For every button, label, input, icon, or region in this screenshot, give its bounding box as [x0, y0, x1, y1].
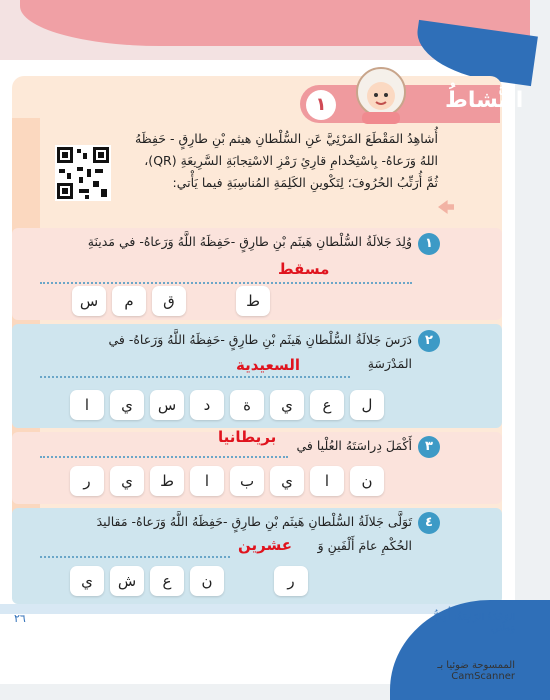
- question-line: أَكْمَلَ دِراسَتَهُ العُلْيا في: [296, 438, 412, 453]
- letter-tile[interactable]: ن: [350, 466, 384, 496]
- letter-tile[interactable]: ي: [110, 466, 144, 496]
- letter-tile[interactable]: ي: [270, 390, 304, 420]
- page-number: ٢٦: [14, 612, 26, 625]
- letter-tiles: [70, 466, 384, 496]
- letter-tiles: [72, 286, 270, 316]
- question-number: ٤: [418, 512, 440, 534]
- instruction-line: ثُمَّ أُرَتِّبُ الحُرُوفَ؛ لِتَكْوينِ الكَلِمَةِ المُناسِبَةِ فيما يَأْتي:: [172, 175, 438, 190]
- question-line: المَدْرَسَةِ: [367, 356, 412, 371]
- instruction-line: أُشاهِدُ المَقْطَعَ المَرْئِيَّ عَنِ السُّلْطانِ هيثم بْنِ طارِقٍ - حَفِظَهُ: [135, 131, 438, 146]
- letter-tile[interactable]: ة: [230, 390, 264, 420]
- question-number: ٣: [418, 436, 440, 458]
- letter-tile[interactable]: ي: [70, 566, 104, 596]
- answer-text: عشرين: [238, 536, 292, 554]
- letter-tile[interactable]: س: [72, 286, 106, 316]
- question-text: [40, 328, 412, 376]
- activity-instructions: [120, 128, 438, 194]
- letter-tile[interactable]: ش: [110, 566, 144, 596]
- letter-tile[interactable]: ي: [110, 390, 144, 420]
- qr-code-icon[interactable]: [55, 145, 111, 201]
- answer-line: [40, 376, 350, 378]
- answer-text: السعيدية: [236, 356, 301, 374]
- question-text: [290, 434, 412, 458]
- girl-avatar-icon: [350, 62, 412, 126]
- question-line: الحُكْمِ عامَ أَلْفَينِ وَ: [317, 538, 412, 553]
- scanner-watermark: الممسوحة ضوئيا بـ CamScanner: [437, 660, 515, 682]
- letter-tile[interactable]: ط: [236, 286, 270, 316]
- answer-text: بريطانيا: [218, 428, 277, 446]
- letter-tile[interactable]: ب: [230, 466, 264, 496]
- question-line: تَوَلَّى جَلالَةُ السُّلْطانِ هَيثَم بْنِ طارِقٍ -حَفِظَهُ اللَّهُ وَرَعاهُ- مَقاليدَ: [96, 514, 412, 529]
- letter-tile[interactable]: س: [150, 390, 184, 420]
- letter-tile[interactable]: ا: [190, 466, 224, 496]
- letter-tile[interactable]: م: [112, 286, 146, 316]
- activity-number-badge: ١: [306, 90, 336, 120]
- question-line: وُلِدَ جَلالَةُ السُّلْطانِ هَيثَم بْنِ طارِقٍ -حَفِظَهُ اللَّهُ وَرَعاهُ- في مَدينَةِ: [87, 234, 412, 249]
- letter-tile[interactable]: ا: [70, 390, 104, 420]
- instruction-line: اللهُ وَرَعاهُ- بِاسْتِخْدامِ قارِئِ رَمْزِ الاسْتِجابَةِ السَّرِيعَةِ (QR)،: [144, 153, 438, 168]
- letter-tile[interactable]: ط: [150, 466, 184, 496]
- letter-tile[interactable]: ر: [70, 466, 104, 496]
- letter-tile[interactable]: ق: [152, 286, 186, 316]
- question-text: [40, 510, 412, 558]
- letter-tile[interactable]: ا: [310, 466, 344, 496]
- unit-title: الوَحْدَةُ الرّابِعَةُ: أُحِبُّ وَطَني: [431, 612, 515, 634]
- letter-tile[interactable]: ل: [350, 390, 384, 420]
- question-number: ١: [418, 233, 440, 255]
- letter-tiles: [70, 566, 308, 596]
- letter-tile[interactable]: ن: [190, 566, 224, 596]
- question-number: ٢: [418, 330, 440, 352]
- letter-tile[interactable]: ي: [270, 466, 304, 496]
- answer-line: [40, 282, 412, 284]
- question-line: دَرَسَ جَلالَةُ السُّلْطانِ هَيثَم بْنِ طارِقٍ -حَفِظَهُ اللَّهُ وَرَعاهُ- في: [108, 332, 412, 347]
- letter-tile[interactable]: ع: [150, 566, 184, 596]
- letter-tile[interactable]: ر: [274, 566, 308, 596]
- activity-title: النَّشاطُ: [445, 88, 524, 113]
- letter-tile[interactable]: ع: [310, 390, 344, 420]
- letter-tiles: [70, 390, 384, 420]
- answer-line: [40, 556, 230, 558]
- answer-line: [40, 456, 288, 458]
- question-text: [40, 230, 412, 254]
- answer-text: مسقط: [278, 260, 330, 278]
- letter-tile[interactable]: د: [190, 390, 224, 420]
